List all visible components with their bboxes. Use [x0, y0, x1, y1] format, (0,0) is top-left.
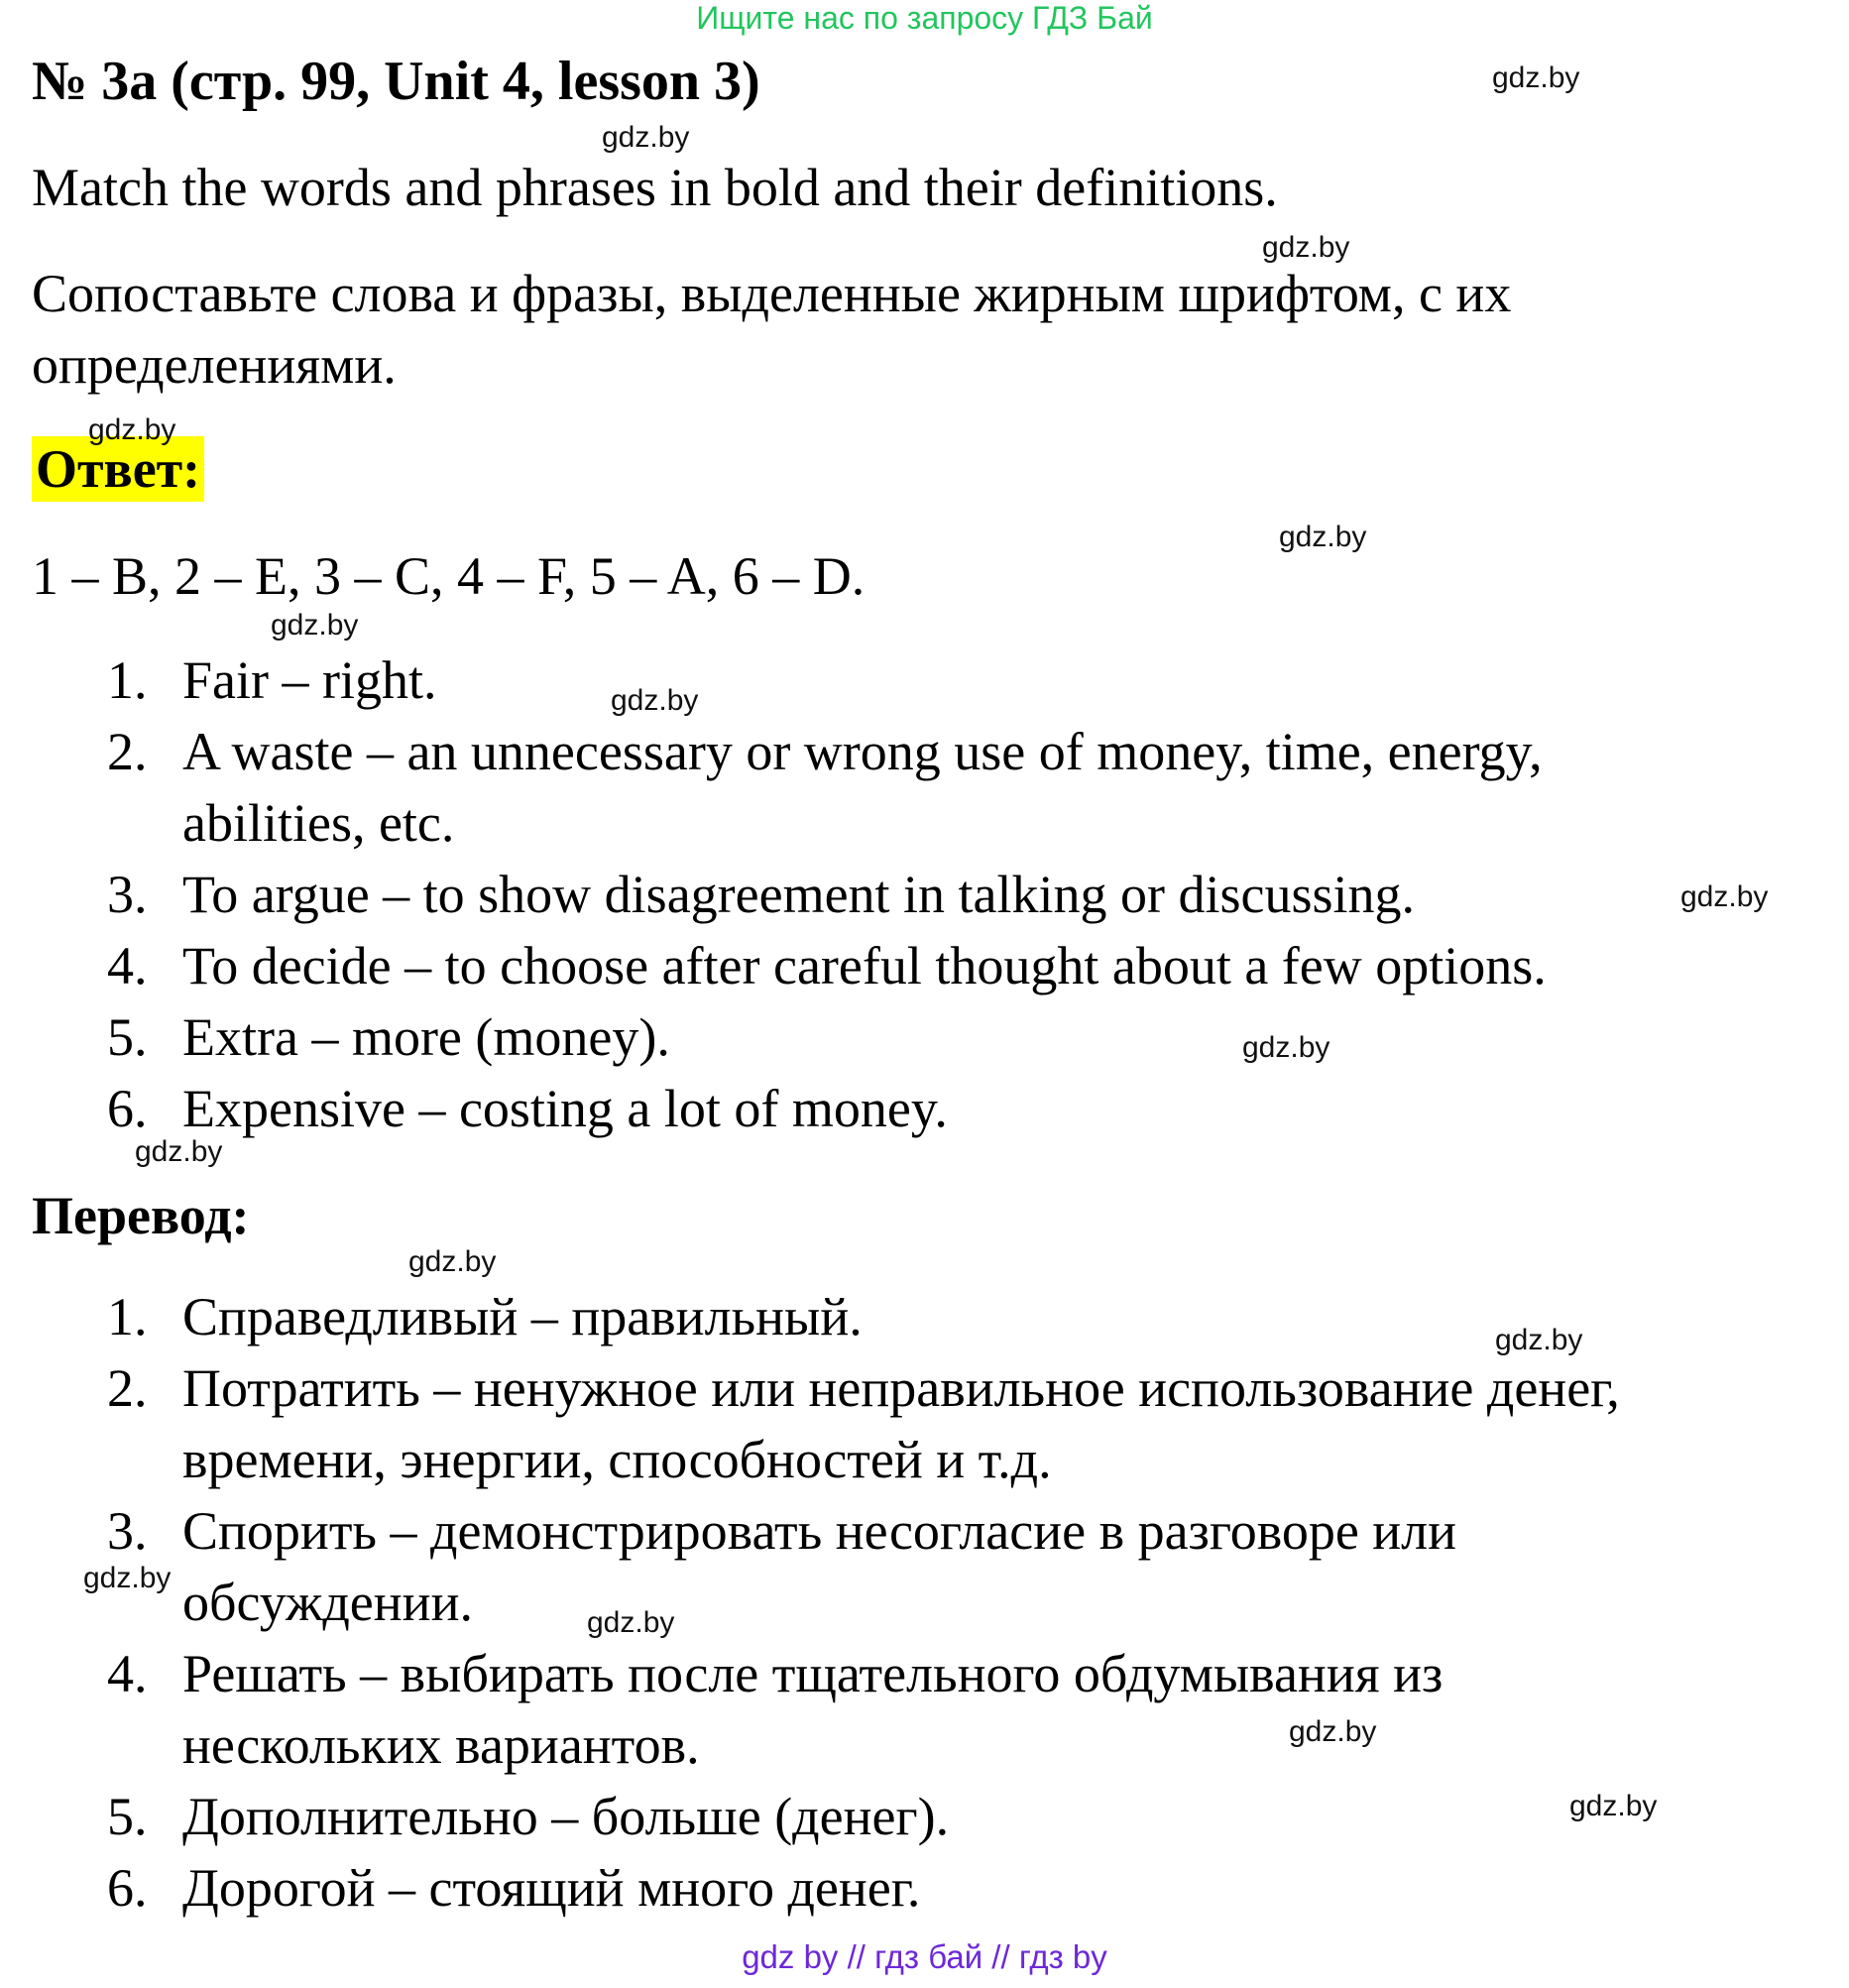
list-text-continuation: обсуждении. [182, 1573, 473, 1632]
instruction-en: Match the words and phrases in bold and their definitions. [32, 158, 1278, 217]
footer-links: gdz by // гдз бай // гдз by [742, 1938, 1107, 1975]
watermark: gdz.by [611, 684, 699, 717]
list-number: 3. [107, 865, 148, 924]
page-title: № 3a (стр. 99, Unit 4, lesson 3) [32, 51, 760, 112]
list-text: To decide – to choose after careful thought about a few options. [182, 936, 1547, 995]
answer-label: Ответ: [32, 436, 204, 502]
list-item [107, 935, 1547, 996]
watermark: gdz.by [135, 1135, 223, 1168]
list-item [107, 1078, 948, 1139]
list-number: 6. [107, 1858, 148, 1918]
watermark: gdz.by [408, 1245, 497, 1278]
watermark: gdz.by [1262, 231, 1350, 264]
watermark: gdz.by [1495, 1324, 1583, 1356]
answer-key: 1 – B, 2 – E, 3 – C, 4 – F, 5 – A, 6 – D. [32, 546, 866, 606]
list-item [107, 1500, 1456, 1562]
list-number: 6. [107, 1079, 148, 1138]
list-text: Дорогой – стоящий много денег. [182, 1858, 921, 1918]
watermark: gdz.by [1279, 521, 1367, 553]
watermark: gdz.by [83, 1562, 172, 1594]
promo-text: Ищите нас по запросу ГДЗ Бай [696, 0, 1153, 36]
list-item [107, 1857, 920, 1919]
list-number: 5. [107, 1007, 148, 1067]
list-number: 4. [107, 1644, 148, 1703]
list-text: Дополнительно – больше (денег). [182, 1787, 950, 1846]
list-number: 5. [107, 1787, 148, 1846]
list-text: Extra – more (money). [182, 1007, 670, 1067]
instruction-ru-line2: определениями. [32, 335, 397, 395]
watermark: gdz.by [587, 1606, 675, 1639]
list-text-continuation: abilities, etc. [182, 793, 455, 853]
list-item [107, 649, 436, 711]
list-number: 3. [107, 1501, 148, 1561]
list-text-continuation: времени, энергии, способностей и т.д. [182, 1430, 1052, 1489]
watermark: gdz.by [1680, 880, 1769, 913]
watermark: gdz.by [88, 413, 176, 446]
list-text: Справедливый – правильный. [182, 1287, 863, 1346]
list-item [107, 1643, 1443, 1704]
list-item [107, 1357, 1620, 1419]
list-item [107, 1786, 949, 1847]
list-text: Потратить – ненужное или неправильное использование денег, [182, 1358, 1620, 1418]
watermark: gdz.by [1492, 61, 1580, 94]
list-number: 2. [107, 1358, 148, 1418]
watermark: gdz.by [271, 609, 359, 642]
list-item [107, 864, 1415, 925]
list-text: Спорить – демонстрировать несогласие в разговоре или [182, 1501, 1457, 1561]
watermark: gdz.by [1289, 1715, 1377, 1748]
translation-label: Перевод: [32, 1186, 250, 1245]
instruction-ru-line1: Сопоставьте слова и фразы, выделенные жирным шрифтом, с их [32, 264, 1512, 323]
list-text: To argue – to show disagreement in talking or discussing. [182, 865, 1416, 924]
watermark: gdz.by [602, 121, 690, 154]
list-text: Fair – right. [182, 650, 437, 710]
list-number: 1. [107, 650, 148, 710]
list-text-continuation: нескольких вариантов. [182, 1715, 700, 1775]
list-item [107, 1006, 670, 1068]
list-number: 2. [107, 722, 148, 781]
watermark: gdz.by [1569, 1790, 1658, 1822]
list-number: 4. [107, 936, 148, 995]
list-text: Expensive – costing a lot of money. [182, 1079, 948, 1138]
list-text: Решать – выбирать после тщательного обдумывания из [182, 1644, 1444, 1703]
watermark: gdz.by [1242, 1031, 1330, 1064]
list-item [107, 1286, 863, 1347]
list-text: A waste – an unnecessary or wrong use of money, time, energy, [182, 722, 1543, 781]
list-number: 1. [107, 1287, 148, 1346]
list-item [107, 721, 1543, 782]
